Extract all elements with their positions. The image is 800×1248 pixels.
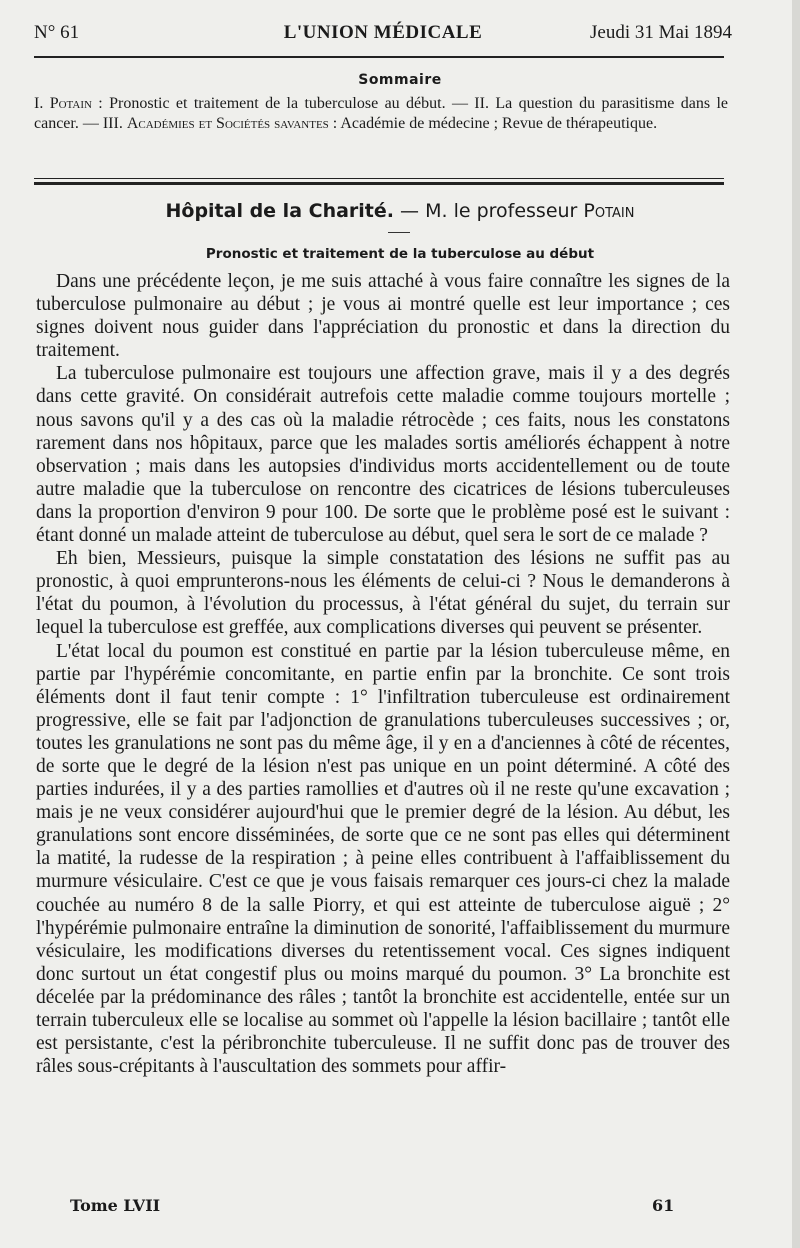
sommaire-author: Potain xyxy=(49,95,92,112)
double-rule-thin xyxy=(34,178,724,179)
article-heading xyxy=(0,200,800,222)
sommaire-title: Sommaire xyxy=(358,72,442,88)
article-subtitle: Pronostic et traitement de la tuberculose au début xyxy=(205,246,595,262)
sommaire-text: : Pronostic et traitement de la tuberculose au début. — II. La question du parasitisme dans le cancer. — III. xyxy=(34,95,729,132)
paragraph-3: Eh bien, Messieurs, puisque la simple constatation des lésions ne suffit pas au pronostic, à quoi emprunterons-nous les éléments de celui-ci ? Nous le demanderons à l'état du poumon, à l'évolution du processus, à l'état général du sujet, du terrain sur lequel la tuberculose est greffée, aux complications diverses qui peuvent se présenter. xyxy=(36,548,730,639)
paragraph-2: La tuberculose pulmonaire est toujours une affection grave, mais il y a des degrés dans cette gravité. On considérait autrefois cette maladie comme toujours mortelle ; nous savons qu'il y a des cas où la maladie rétrocède ; ces faits, nous les constatons rarement dans nos hôpitaux, parce que les malades sortis améliorés échappent à notre observation ; mais dans les autopsies d'individus morts accidentellement ou de toute autre maladie que la tuberculose on rencontre des cicatrices de lésions tuberculeuses dans la proportion d'environ 9 pour 100. De sorte que le problème posé est le suivant : étant donné un malade atteint de tuberculose au début, quel sera le sort de ce malade ? xyxy=(36,363,730,547)
issue-date: Jeudi 31 Mai 1894 xyxy=(590,22,732,43)
header-rule xyxy=(34,56,724,58)
page-edge xyxy=(792,0,800,1248)
sommaire-text-end: : Académie de médecine ; Revue de thérapeutique. xyxy=(328,115,658,132)
author-name: Potain xyxy=(583,200,635,222)
running-header xyxy=(34,22,732,50)
sommaire-item-number: I. xyxy=(34,95,50,112)
hospital-name: Hôpital de la Charité. xyxy=(165,200,394,222)
double-rule-thick xyxy=(34,182,724,185)
paragraph-4: L'état local du poumon est constitué en partie par la lésion tuberculeuse même, en partie par l'hypérémie concomitante, en partie enfin par la bronchite. Ce sont trois éléments dont il faut tenir compte : 1° l'infiltration tuberculeuse est ordinairement progressive, elle se fait par l'adjonction de granulations tuberculeuses successives ; or, toutes les granulations ne sont pas du même âge, il y en a d'anciennes à côté de récentes, de sorte que le degré de la lésion n'est pas unique en un point déterminé. A côté des parties indurées, il y a des parties ramollies et d'autres où il ne reste qu'une excavation ; mais je ne veux considérer aujourd'hui que le premier degré de la lésion. Au début, les granulations sont encore disséminées, de sorte que ce ne sont pas elles qui déterminent la matité, la rudesse de la respiration ; à peine elles contribuent à l'affaiblissement du murmure vésiculaire. C'est ce que je vous faisais remarquer ces jours-ci chez la malade couchée au numéro 8 de la salle Piorry, et qui est atteinte de tuberculose aiguë ; 2° l'hypérémie pulmonaire entraîne la diminution de sonorité, l'affaiblissement du murmure vésiculaire, les modifications diverses du retentissement vocal. Ces signes indiquent donc surtout un état congestif plus ou moins marqué du poumon. 3° La bronchite est décelée par la prédominance des râles ; tantôt la bronchite est accidentelle, entée sur un terrain tuberculeux elle se localise au sommet où l'appelle la lésion bacillaire ; tantôt elle est persistante, c'est la péribronchite tuberculeuse. Il ne suffit donc pas de trouver des râles sous-crépitants à l'auscultation des sommets pour affir- xyxy=(36,640,730,1078)
heading-dash: — xyxy=(394,200,426,222)
sommaire-contents xyxy=(34,94,728,134)
paragraph-1: Dans une précédente leçon, je me suis attaché à vous faire connaître les signes de la tuberculose pulmonaire au début ; je vous ai montré quelle est leur importance ; ces signes doivent nous guider dans l'appréciation du pronostic et dans la direction du traitement. xyxy=(36,271,730,362)
issue-number: N° 61 xyxy=(34,22,80,43)
title-separator xyxy=(388,232,410,233)
footer-page-number: 61 xyxy=(652,1196,675,1215)
author-prefix: M. le professeur xyxy=(425,200,584,222)
sommaire-source: Académies et Sociétés savantes xyxy=(126,115,329,132)
journal-title: L'UNION MÉDICALE xyxy=(283,22,483,43)
footer-volume: Tome LVII xyxy=(70,1196,161,1215)
article-body xyxy=(36,270,730,1078)
